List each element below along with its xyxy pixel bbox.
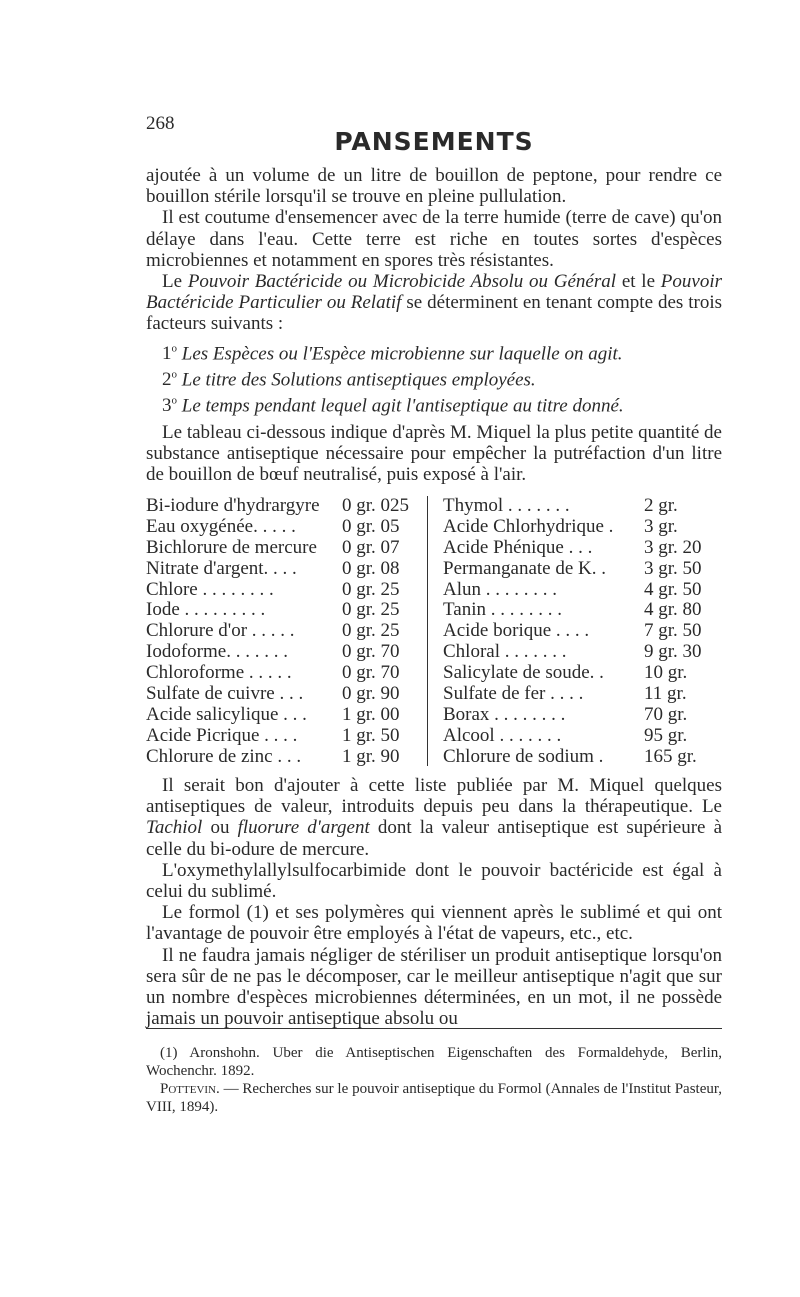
table-row bbox=[443, 621, 722, 642]
definition-term-relatif: Pouvoir Bactéricide Particulier ou Relatif bbox=[146, 271, 722, 314]
table-row bbox=[443, 517, 722, 538]
substance-quantity: 70 gr. bbox=[644, 703, 688, 725]
substance-quantity: 165 gr. bbox=[644, 745, 697, 767]
factor-text: Le titre des Solutions antiseptiques employées. bbox=[181, 369, 536, 391]
substance-quantity: 95 gr. bbox=[644, 724, 688, 746]
bottom-text-block bbox=[146, 775, 722, 1029]
definition-lead: Le bbox=[162, 271, 183, 293]
substance-name: Borax . . . . . . . . bbox=[443, 703, 566, 725]
substance-quantity: 0 gr. 08 bbox=[342, 557, 400, 579]
factor-ordinal: o bbox=[171, 395, 177, 407]
substance-quantity: 0 gr. 07 bbox=[342, 536, 400, 558]
substance-quantity: 3 gr. 50 bbox=[644, 557, 702, 579]
substance-name: Chlorure de sodium . bbox=[443, 745, 604, 767]
footnotes bbox=[146, 1044, 722, 1116]
footnote-aronshohn: (1) Aronshohn. Uber die Antiseptischen Eigenschaften des Formaldehyde, Berlin, Wochenchr. 1892. bbox=[146, 1045, 722, 1079]
substance-quantity: 7 gr. 50 bbox=[644, 620, 702, 642]
substance-name: Acide Phénique . . . bbox=[443, 536, 593, 558]
table-row bbox=[443, 496, 722, 517]
substance-quantity: 9 gr. 30 bbox=[644, 641, 702, 663]
substance-name: Chlore . . . . . . . . bbox=[146, 578, 274, 600]
definition-term-absolu: Pouvoir Bactéricide ou Microbicide Absolu ou Général bbox=[187, 271, 617, 293]
table-row bbox=[443, 705, 722, 726]
table-row bbox=[146, 747, 420, 768]
substance-name: Bi-iodure d'hydrargyre bbox=[146, 495, 320, 516]
miquel-term-tachiol: Tachiol bbox=[146, 817, 203, 839]
substance-name: Acide borique . . . . bbox=[443, 620, 590, 642]
factor-item bbox=[162, 395, 624, 417]
table-row bbox=[443, 642, 722, 663]
table-row bbox=[443, 663, 722, 684]
substance-quantity: 10 gr. bbox=[644, 662, 688, 684]
running-head: PANSEMENTS bbox=[334, 127, 534, 156]
footnote-divider bbox=[146, 1028, 722, 1029]
footnote-pottevin bbox=[146, 1080, 722, 1116]
substance-name: Acide salicylique . . . bbox=[146, 703, 307, 725]
substance-quantity: 11 gr. bbox=[644, 683, 687, 705]
substance-quantity: 0 gr. 25 bbox=[342, 620, 400, 642]
paragraph-definition bbox=[146, 271, 722, 335]
factor-item bbox=[162, 343, 623, 365]
substance-quantity: 2 gr. bbox=[644, 495, 678, 516]
table-row bbox=[443, 747, 722, 768]
miquel-text-b: ou bbox=[210, 817, 230, 839]
substance-name: Salicylate de soude. . bbox=[443, 662, 604, 684]
table-intro-block bbox=[146, 422, 722, 486]
factor-number: 1 bbox=[162, 343, 172, 365]
factor-number: 3 bbox=[162, 395, 172, 417]
substance-name: Eau oxygénée. . . . . bbox=[146, 515, 296, 537]
substance-name: Nitrate d'argent. . . . bbox=[146, 557, 297, 579]
page-number: 268 bbox=[146, 113, 175, 134]
paragraph-ensemencer: Il est coutume d'ensemencer avec de la terre humide (terre de cave) qu'on délaye dans l'eau. Cette terre est riche en toutes sortes d'espèces microbiennes et notamment en spores très résistantes. bbox=[146, 207, 722, 271]
definition-rest: se déterminent en tenant compte des trois facteurs suivants : bbox=[146, 292, 722, 335]
miquel-term-fluorure: fluorure d'argent bbox=[237, 817, 370, 839]
table-row bbox=[146, 621, 420, 642]
miquel-text-a: Il serait bon d'ajouter à cette liste publiée par M. Miquel quelques antiseptiques de valeur, introduits depuis peu dans la thérapeutique. Le bbox=[146, 775, 722, 818]
table-left-column bbox=[146, 496, 420, 768]
table-row bbox=[146, 559, 420, 580]
substance-quantity: 0 gr. 70 bbox=[342, 662, 400, 684]
table-row bbox=[443, 580, 722, 601]
substance-quantity: 0 gr. 25 bbox=[342, 578, 400, 600]
substance-quantity: 3 gr. 20 bbox=[644, 536, 702, 558]
table-row bbox=[443, 538, 722, 559]
substance-name: Iodoforme. . . . . . . bbox=[146, 641, 288, 663]
table-row bbox=[146, 642, 420, 663]
table-intro: Le tableau ci-dessous indique d'après M. Miquel la plus petite quantité de substance antiseptique nécessaire pour empêcher la putréfaction d'un litre de bouillon de bœuf neutralisé, puis exposé à l'air. bbox=[146, 422, 722, 486]
substance-name: Chlorure de zinc . . . bbox=[146, 745, 302, 767]
definition-and: et le bbox=[621, 271, 656, 293]
substance-quantity: 0 gr. 25 bbox=[342, 599, 400, 621]
substance-name: Bichlorure de mercure bbox=[146, 536, 317, 558]
substance-name: Permanganate de K. . bbox=[443, 557, 607, 579]
table-row bbox=[146, 600, 420, 621]
table-row bbox=[443, 684, 722, 705]
paragraph-formol: Le formol (1) et ses polymères qui viennent après le sublimé et qui ont l'avantage de pouvoir être employés à l'état de vapeurs, etc., etc. bbox=[146, 902, 722, 945]
factor-ordinal: o bbox=[171, 343, 177, 355]
substance-quantity: 3 gr. bbox=[644, 515, 678, 537]
footnote-reference: — Recherches sur le pouvoir antiseptique du Formol (Annales de l'Institut Pasteur, VIII, 1894). bbox=[146, 1081, 722, 1115]
footnote-author: Pottevin. bbox=[160, 1081, 220, 1097]
paragraph-miquel bbox=[146, 775, 722, 860]
substance-name: Chloroforme . . . . . bbox=[146, 662, 292, 684]
table-row bbox=[146, 538, 420, 559]
substance-name: Tanin . . . . . . . . bbox=[443, 599, 562, 621]
substance-name: Sulfate de fer . . . . bbox=[443, 683, 584, 705]
substance-name: Acide Picrique . . . . bbox=[146, 724, 298, 746]
paragraph-oxymethyl: L'oxymethylallylsulfocarbimide dont le pouvoir bactéricide est égal à celui du sublimé. bbox=[146, 859, 722, 903]
substance-name: Iode . . . . . . . . . bbox=[146, 599, 266, 621]
table-right-column bbox=[427, 496, 722, 766]
factor-number: 2 bbox=[162, 369, 172, 391]
table-row bbox=[443, 559, 722, 580]
table-row bbox=[443, 726, 722, 747]
substance-quantity: 1 gr. 00 bbox=[342, 703, 400, 725]
table-row bbox=[146, 496, 420, 517]
table-row bbox=[146, 726, 420, 747]
table-row bbox=[146, 705, 420, 726]
substance-name: Chlorure d'or . . . . . bbox=[146, 620, 295, 642]
substance-quantity: 0 gr. 05 bbox=[342, 515, 400, 537]
factor-text: Les Espèces ou l'Espèce microbienne sur laquelle on agit. bbox=[181, 343, 623, 365]
table-row bbox=[146, 517, 420, 538]
top-text-block bbox=[146, 165, 722, 335]
substance-name: Acide Chlorhydrique . bbox=[443, 515, 614, 537]
substance-quantity: 0 gr. 70 bbox=[342, 641, 400, 663]
paragraph-continuation: ajoutée à un volume de un litre de bouillon de peptone, pour rendre ce bouillon stérile lorsqu'il se trouve en pleine pullulation. bbox=[146, 165, 722, 208]
miquel-text-c: dont la valeur antiseptique est supérieure à celle du bi-odure de mercure. bbox=[146, 817, 723, 860]
substance-quantity: 4 gr. 80 bbox=[644, 599, 702, 621]
table-row bbox=[146, 684, 420, 705]
substance-quantity: 1 gr. 90 bbox=[342, 745, 400, 767]
table-row bbox=[443, 600, 722, 621]
factor-item bbox=[162, 369, 536, 391]
table-row bbox=[146, 663, 420, 684]
substance-name: Thymol . . . . . . . bbox=[443, 495, 570, 516]
substance-quantity: 0 gr. 025 bbox=[342, 495, 410, 516]
paragraph-steriliser: Il ne faudra jamais négliger de stériliser un produit antiseptique lorsqu'on sera sûr de ne pas le décomposer, car le meilleur antiseptique n'agit que sur un nombre d'espèces microbiennes déterminées, en un mot, il ne possède jamais un pouvoir antiseptique absolu ou bbox=[146, 944, 722, 1030]
substance-quantity: 0 gr. 90 bbox=[342, 683, 400, 705]
substance-name: Sulfate de cuivre . . . bbox=[146, 683, 304, 705]
factor-text: Le temps pendant lequel agit l'antiseptique au titre donné. bbox=[181, 395, 624, 417]
substance-name: Chloral . . . . . . . bbox=[443, 641, 567, 663]
substance-name: Alcool . . . . . . . bbox=[443, 724, 562, 746]
table-row bbox=[146, 580, 420, 601]
substance-quantity: 1 gr. 50 bbox=[342, 724, 400, 746]
substance-name: Alun . . . . . . . . bbox=[443, 578, 557, 600]
factor-ordinal: o bbox=[171, 369, 177, 381]
substance-quantity: 4 gr. 50 bbox=[644, 578, 702, 600]
